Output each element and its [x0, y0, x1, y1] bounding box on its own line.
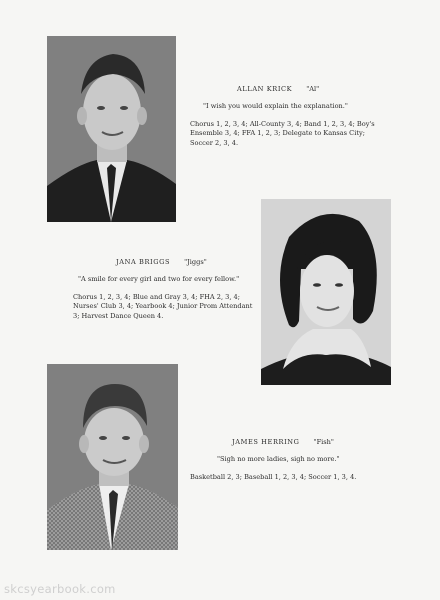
portrait-photo-james-herring [47, 364, 178, 550]
student-nickname: "Jiggs" [184, 258, 207, 266]
student-nickname: "Fish" [313, 438, 334, 446]
portrait-jana-briggs-image [261, 199, 391, 385]
entry-allan-krick [190, 85, 380, 148]
name-line [65, 258, 261, 267]
activities-line: Chorus 1, 2, 3, 4; All-County 3, 4; Band 1, 2, 3, 4; Boy's [190, 119, 375, 128]
student-name: JANA BRIGGS [116, 258, 171, 266]
activities-line: Chorus 1, 2, 3, 4; Blue and Gray 3, 4; FHA 2, 3, 4; [73, 292, 240, 301]
student-activities [190, 473, 390, 482]
student-nickname: "Al" [306, 85, 320, 93]
activities-line: Basketball 2, 3; Baseball 1, 2, 3, 4; Soccer 1, 3, 4. [190, 472, 357, 481]
site-watermark: skcsyearbook.com [4, 582, 116, 596]
student-name: JAMES HERRING [232, 438, 300, 446]
portrait-photo-allan-krick [47, 36, 176, 222]
entry-jana-briggs [65, 258, 261, 321]
activities-line: Nurses' Club 3, 4; Yearbook 4; Junior Prom Attendant [73, 302, 253, 311]
student-name: ALLAN KRICK [237, 85, 293, 93]
activities-line: Ensemble 3, 4; FFA 1, 2, 3; Delegate to Kansas City; [190, 129, 365, 138]
activities-line: Soccer 2, 3, 4. [190, 138, 239, 147]
name-line [190, 85, 380, 94]
activities-line: 3; Harvest Dance Queen 4. [73, 311, 164, 320]
student-activities [190, 120, 380, 148]
student-quote: "I wish you would explain the explanation." [203, 102, 348, 111]
portrait-photo-jana-briggs [261, 199, 391, 385]
student-quote: "A smile for every girl and two for every fellow." [78, 275, 240, 284]
student-quote: "Sigh no more ladies, sigh no more." [217, 455, 340, 464]
entry-james-herring [190, 438, 390, 482]
name-line [190, 438, 390, 447]
portrait-allan-krick-image [47, 36, 176, 222]
student-activities [65, 293, 261, 321]
portrait-james-herring-image [47, 364, 178, 550]
